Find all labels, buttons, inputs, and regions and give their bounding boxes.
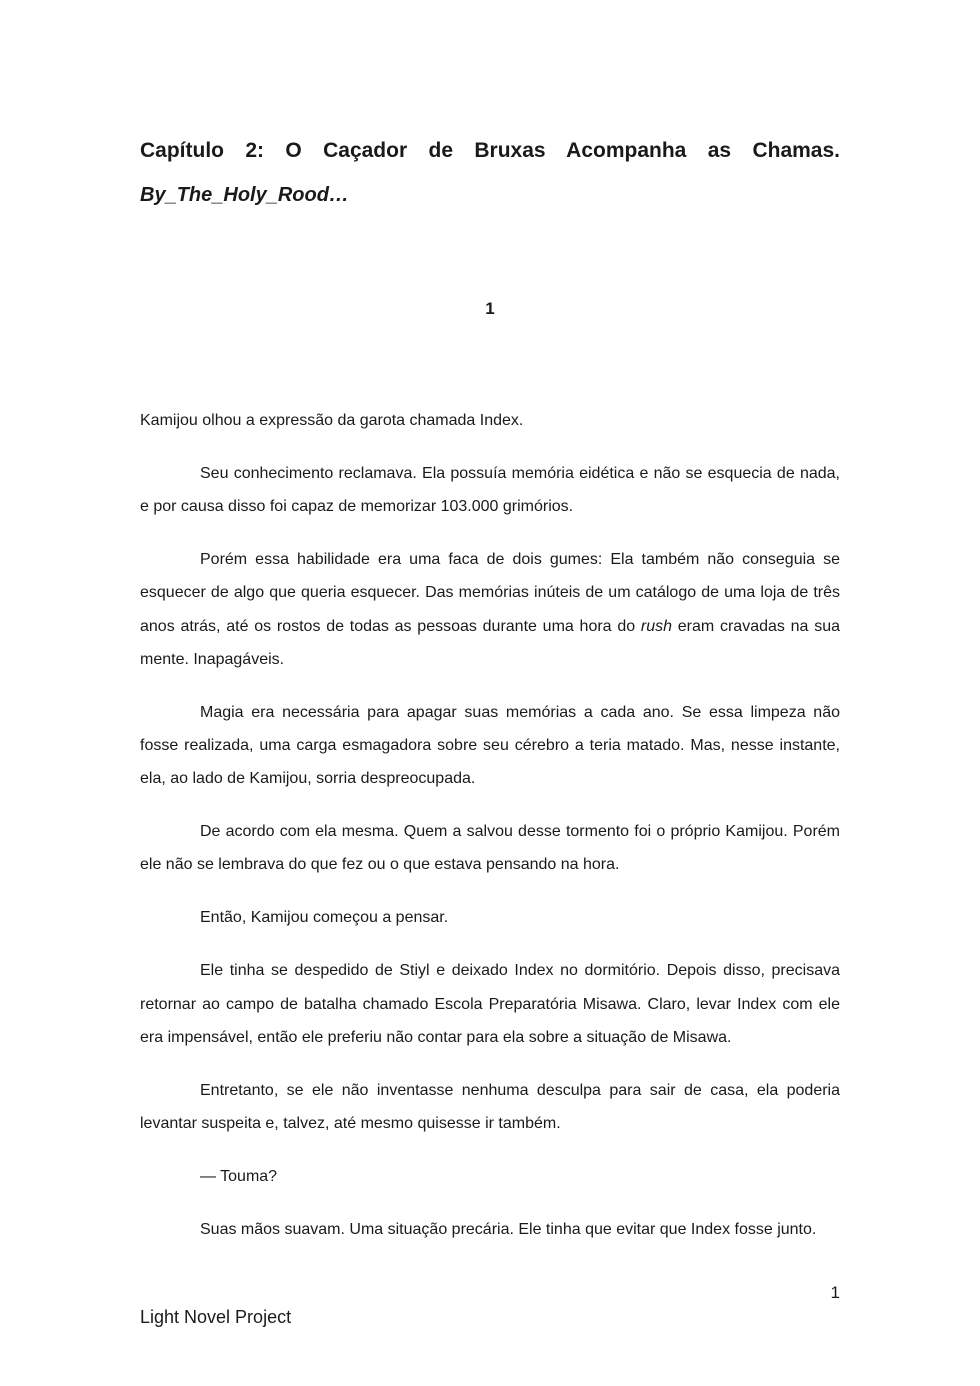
paragraph-4: Magia era necessária para apagar suas memórias a cada ano. Se essa limpeza não fosse realizada, uma carga esmagadora sobre seu cérebro a teria matado. Mas, nesse instante, ela, ao lado de Kamijou, sorria despreocupada. bbox=[140, 703, 840, 788]
paragraph-5: De acordo com ela mesma. Quem a salvou desse tormento foi o próprio Kamijou. Porém ele não se lembrava do que fez ou o que estava pensando na hora. bbox=[140, 823, 840, 874]
paragraph-6: Então, Kamijou começou a pensar. bbox=[200, 909, 449, 927]
paragraph-7: Ele tinha se despedido de Stiyl e deixado Index no dormitório. Depois disso, precisava retornar ao campo de batalha chamado Escola Preparatória Misawa. Claro, levar Index com ele era impensável, então ele preferiu não contar para ela sobre a situação de Misawa. bbox=[140, 962, 840, 1046]
page-number: 1 bbox=[830, 1283, 840, 1302]
paragraph-3-italic: rush bbox=[640, 617, 673, 635]
paragraph-2: Seu conhecimento reclamava. Ela possuía memória eidética e não se esquecia de nada, e por causa disso foi capaz de memorizar 103.000 grimórios. bbox=[140, 465, 840, 516]
paragraph-3 bbox=[140, 543, 840, 676]
paragraph-1: Kamijou olhou a expressão da garota chamada Index. bbox=[140, 412, 524, 429]
section-number: 1 bbox=[485, 299, 495, 318]
paragraph-10: Suas mãos suavam. Uma situação precária. Ele tinha que evitar que Index fosse junto. bbox=[200, 1221, 817, 1239]
chapter-title: Capítulo 2: O Caçador de Bruxas Acompanha as Chamas. bbox=[140, 139, 840, 162]
paragraph-8: Entretanto, se ele não inventasse nenhuma desculpa para sair de casa, ela poderia levantar suspeita e, talvez, até mesmo quisesse ir também. bbox=[140, 1081, 840, 1133]
body-text bbox=[140, 404, 840, 1266]
paragraph-3-tail: eram cravadas na sua mente. Inapagáveis. bbox=[140, 617, 841, 668]
translator-credit: By_The_Holy_Rood… bbox=[140, 184, 349, 206]
footer-project: Light Novel Project bbox=[140, 1307, 292, 1327]
paragraph-3-text: Porém essa habilidade era uma faca de dois gumes: Ela também não conseguia se esquecer de algo que queria esquecer. Das memórias inúteis de um catálogo de uma loja de três anos atrás, até os rostos de todas as pessoas durante uma hora do bbox=[140, 551, 840, 635]
paragraph-9: — Touma? bbox=[200, 1168, 278, 1186]
